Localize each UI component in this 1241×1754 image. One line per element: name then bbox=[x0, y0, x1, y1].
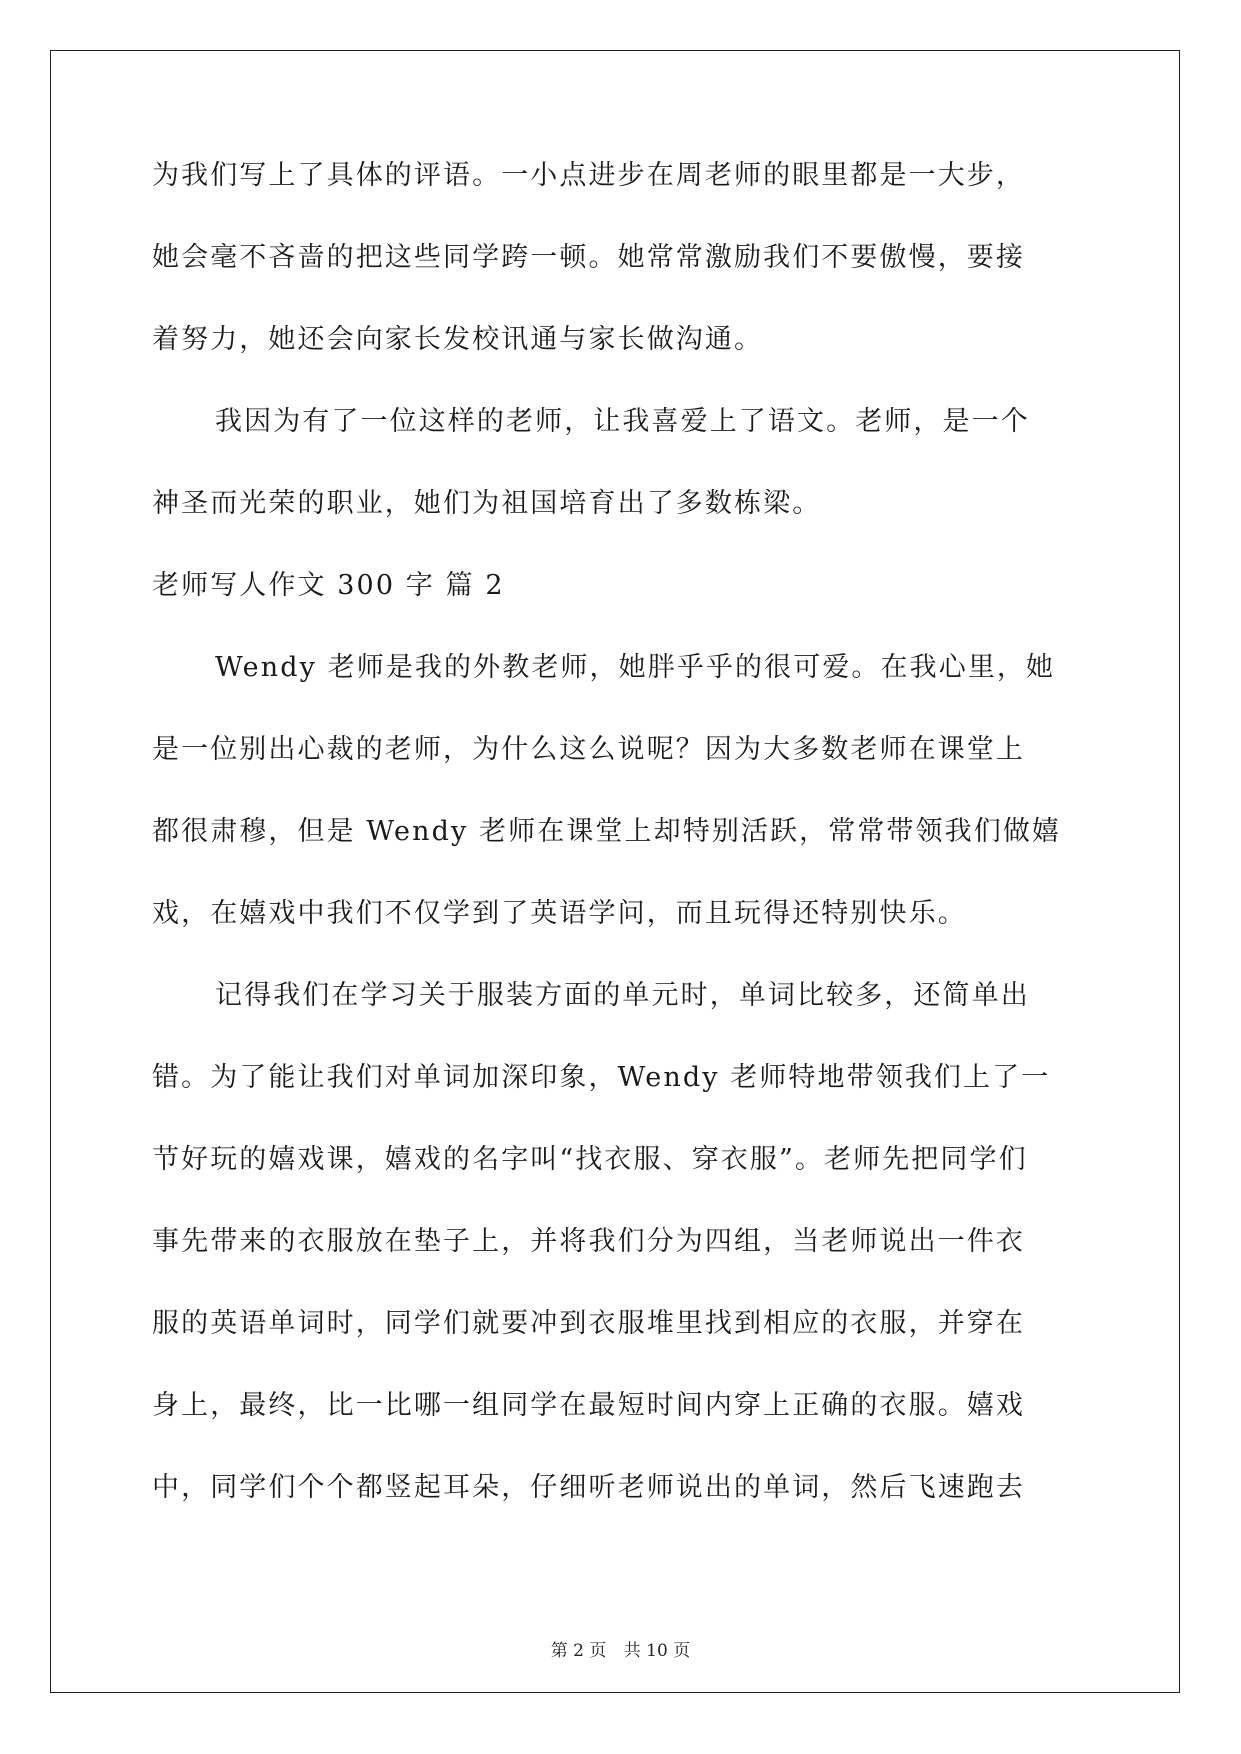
section-heading: 老师写人作文 300 字 篇 2 bbox=[152, 570, 505, 601]
paragraph-start: 记得我们在学习关于服装方面的单元时，单词比较多，还简单出 bbox=[215, 980, 1030, 1011]
text-line: 神圣而光荣的职业，她们为祖国培育出了多数栋梁。 bbox=[152, 488, 822, 519]
text-line: 服的英语单词时，同学们就要冲到衣服堆里找到相应的衣服，并穿在 bbox=[152, 1308, 1025, 1339]
text-line: 身上，最终，比一比哪一组同学在最短时间内穿上正确的衣服。嬉戏 bbox=[152, 1390, 1025, 1421]
text-line: 事先带来的衣服放在垫子上，并将我们分为四组，当老师说出一件衣 bbox=[152, 1226, 1025, 1257]
text-line: 都很肃穆，但是 Wendy 老师在课堂上却特别活跃，常常带领我们做嬉 bbox=[152, 816, 1062, 847]
text-line: 中，同学们个个都竖起耳朵，仔细听老师说出的单词，然后飞速跑去 bbox=[152, 1472, 1025, 1503]
text-line: 为我们写上了具体的评语。一小点进步在周老师的眼里都是一大步， bbox=[152, 160, 1025, 191]
page-total: 共 10 页 bbox=[623, 1641, 691, 1661]
text-line: 她会毫不吝啬的把这些同学跨一顿。她常常激励我们不要傲慢，要接 bbox=[152, 242, 1025, 273]
text-line: 戏，在嬉戏中我们不仅学到了英语学问，而且玩得还特别快乐。 bbox=[152, 898, 967, 929]
text-line: 节好玩的嬉戏课，嬉戏的名字叫“找衣服、穿衣服”。老师先把同学们 bbox=[152, 1144, 1028, 1175]
document-body bbox=[152, 162, 1082, 1556]
paragraph-start: Wendy 老师是我的外教老师，她胖乎乎的很可爱。在我心里，她 bbox=[215, 652, 1056, 683]
paragraph-start: 我因为有了一位这样的老师，让我喜爱上了语文。老师，是一个 bbox=[215, 406, 1030, 437]
text-line: 着努力，她还会向家长发校讯通与家长做沟通。 bbox=[152, 324, 764, 355]
page-number: 第 2 页 bbox=[550, 1641, 607, 1661]
text-line: 错。为了能让我们对单词加深印象，Wendy 老师特地带领我们上了一 bbox=[152, 1062, 1051, 1093]
text-line: 是一位别出心裁的老师，为什么这么说呢？因为大多数老师在课堂上 bbox=[152, 734, 1025, 765]
page-footer bbox=[0, 1641, 1241, 1661]
